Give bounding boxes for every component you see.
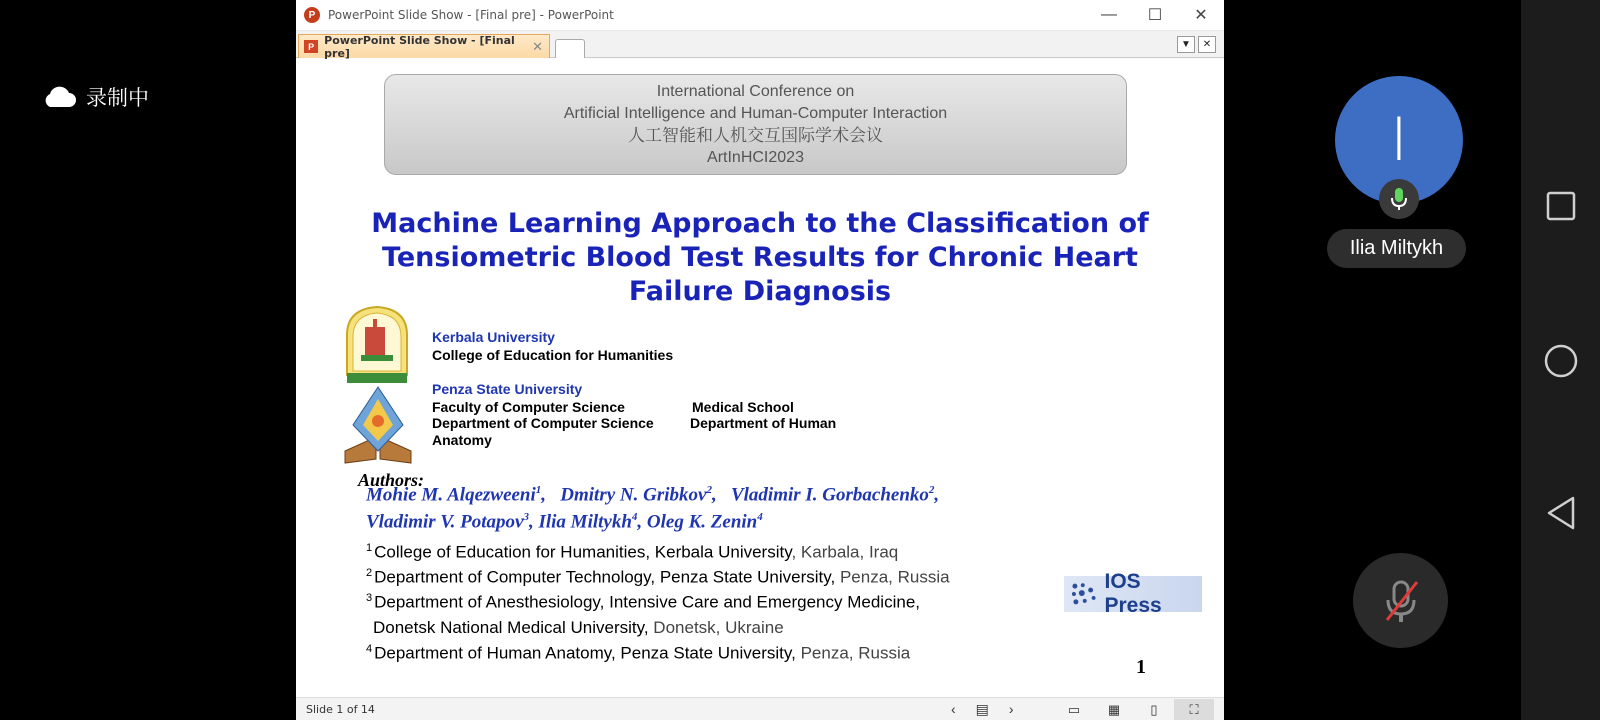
conference-line1: International Conference on: [656, 83, 855, 100]
publisher-name: IOS Press: [1104, 570, 1162, 617]
author-5: Ilia Miltykh: [538, 511, 632, 533]
author-3-sup: 2: [928, 484, 935, 496]
title-bar: [296, 0, 1224, 31]
conference-line2: Artificial Intelligence and Human-Computer Interaction: [563, 105, 948, 122]
back-button[interactable]: [1521, 496, 1600, 530]
tab-menu-button[interactable]: ▼: [1177, 36, 1195, 53]
recent-apps-button[interactable]: [1521, 191, 1600, 221]
ios-press-logo: [1064, 570, 1202, 617]
participant-name: Ilia Miltykh: [1327, 229, 1466, 268]
slide-info: Slide 1 of 14: [306, 702, 375, 716]
author-5-sup: 4: [631, 511, 638, 523]
slide[interactable]: [296, 59, 1224, 697]
status-bar: [296, 697, 1224, 720]
reading-view-button[interactable]: ▯: [1150, 701, 1158, 717]
institution-penza: Penza State University: [432, 381, 583, 397]
affiliation-2-loc: Penza, Russia: [835, 567, 950, 587]
window-title: PowerPoint Slide Show - [Final pre] - PowerPoint: [328, 8, 614, 22]
institution-medical-school: Medical School: [692, 399, 794, 415]
penza-university-logo: [343, 385, 413, 465]
recording-label: 录制中: [86, 86, 149, 110]
affiliation-3: [366, 592, 920, 613]
title-line1: Machine Learning Approach to the Classification of: [371, 208, 1149, 239]
next-slide-button[interactable]: ›: [1008, 701, 1014, 717]
affiliation-4-loc: Penza, Russia: [795, 643, 911, 663]
author-1: Mohie M. Alqezweeni: [366, 484, 536, 506]
square-icon: [1546, 191, 1576, 221]
affiliation-3b-org: Donetsk National Medical University,: [373, 618, 649, 637]
mic-muted-icon: [1381, 576, 1421, 626]
view-buttons: [1054, 699, 1214, 720]
tab-label: PowerPoint Slide Show - [Final pre]: [324, 33, 515, 60]
institution-penza-faculty: Faculty of Computer Science: [432, 399, 625, 415]
home-button[interactable]: [1521, 344, 1600, 378]
slide-menu-button[interactable]: ▤: [975, 701, 989, 717]
minimize-button[interactable]: —: [1101, 6, 1117, 23]
mute-microphone-button[interactable]: [1353, 553, 1448, 648]
authors-line1: Mohie M. Alqezweeni$^1$, Dmitry N. Gribkov$^2$, Vladimir I. Gorbachenko$^2$,: [366, 484, 940, 506]
tab-close-icon[interactable]: ✕: [532, 38, 543, 54]
affiliation-3b-loc: Donetsk, Ukraine: [648, 618, 784, 637]
speaking-mic-badge: [1379, 179, 1419, 219]
slide-title: [351, 207, 1169, 309]
slide-sorter-view-button[interactable]: ▦: [1107, 701, 1121, 717]
affiliation-4-num: 4: [366, 643, 373, 655]
tab-slideshow[interactable]: [298, 34, 550, 58]
ios-press-dots-icon: [1070, 581, 1099, 607]
normal-view-button[interactable]: ▭: [1067, 701, 1081, 717]
circle-icon: [1544, 344, 1578, 378]
android-nav-bar: [1521, 0, 1600, 720]
author-2-sup: 2: [706, 484, 712, 496]
slideshow-view-button[interactable]: ⛶: [1174, 699, 1214, 720]
close-button[interactable]: ✕: [1194, 7, 1208, 24]
powerpoint-app-icon: P: [304, 7, 320, 23]
affiliation-2: [366, 567, 950, 588]
author-4: Vladimir V. Potapov: [366, 511, 524, 533]
powerpoint-window: [296, 0, 1224, 720]
affiliation-4-org: Department of Human Anatomy, Penza State University,: [374, 643, 796, 663]
tab-close-all-button[interactable]: ✕: [1198, 36, 1216, 53]
author-4-sup: 3: [523, 511, 529, 523]
window-controls: [1086, 0, 1224, 31]
affiliation-1-num: 1: [366, 542, 373, 554]
kerbala-university-logo: [343, 305, 411, 385]
slide-navigation: [951, 701, 1014, 718]
title-line2: Tensiometric Blood Test Results for Chronic Heart: [382, 242, 1138, 273]
author-3: Vladimir I. Gorbachenko: [730, 484, 929, 506]
new-tab-button[interactable]: [555, 39, 585, 58]
affiliation-2-num: 2: [366, 567, 373, 579]
authors-line2: Vladimir V. Potapov$^3$, Ilia Miltykh$^4$, Oleg K. Zenin$^4$: [366, 511, 763, 533]
affiliation-3-num: 3: [366, 592, 373, 604]
triangle-back-icon: [1546, 496, 1576, 530]
previous-slide-button[interactable]: ‹: [951, 701, 956, 717]
mic-active-icon: [1389, 186, 1409, 212]
conference-line4: ArtInHCI2023: [707, 149, 804, 166]
tab-bar: [296, 31, 1224, 58]
affiliation-3-cont: [373, 618, 784, 638]
slide-page-number: 1: [1136, 656, 1146, 678]
institution-kerbala-college: College of Education for Humanities: [432, 347, 674, 363]
affiliation-3-org: Department of Anesthesiology, Intensive Care and Emergency Medicine,: [374, 592, 920, 612]
tab-controls: [1177, 36, 1216, 53]
author-6-sup: 4: [757, 511, 763, 523]
author-6: Oleg K. Zenin: [646, 511, 758, 533]
affiliation-1: [366, 542, 898, 563]
institution-dept-anatomy: Department of Human: [690, 415, 837, 431]
conference-banner: [384, 74, 1127, 175]
affiliation-1-loc: , Karbala, Iraq: [791, 542, 899, 562]
affiliation-4: [366, 643, 910, 664]
participant-avatar[interactable]: I: [1335, 76, 1463, 204]
affiliation-2-org: Department of Computer Technology, Penza State University,: [374, 567, 836, 587]
author-1-sup: 1: [535, 484, 542, 496]
institution-dept-anatomy-cont: Anatomy: [432, 432, 492, 448]
affiliation-1-org: College of Education for Humanities, Kerbala University: [374, 542, 792, 562]
title-line3: Failure Diagnosis: [628, 276, 892, 307]
authors-heading: Authors:: [358, 470, 425, 490]
institution-dept-cs: Department of Computer Science: [432, 415, 654, 431]
conference-line3: 人工智能和人机交互国际学术会议: [628, 126, 883, 146]
maximize-button[interactable]: ☐: [1147, 7, 1163, 24]
recording-indicator: [42, 82, 149, 112]
cloud-icon: [42, 85, 76, 109]
author-2: Dmitry N. Gribkov: [560, 484, 707, 506]
powerpoint-icon: P: [304, 40, 318, 53]
institution-kerbala: Kerbala University: [432, 329, 555, 345]
